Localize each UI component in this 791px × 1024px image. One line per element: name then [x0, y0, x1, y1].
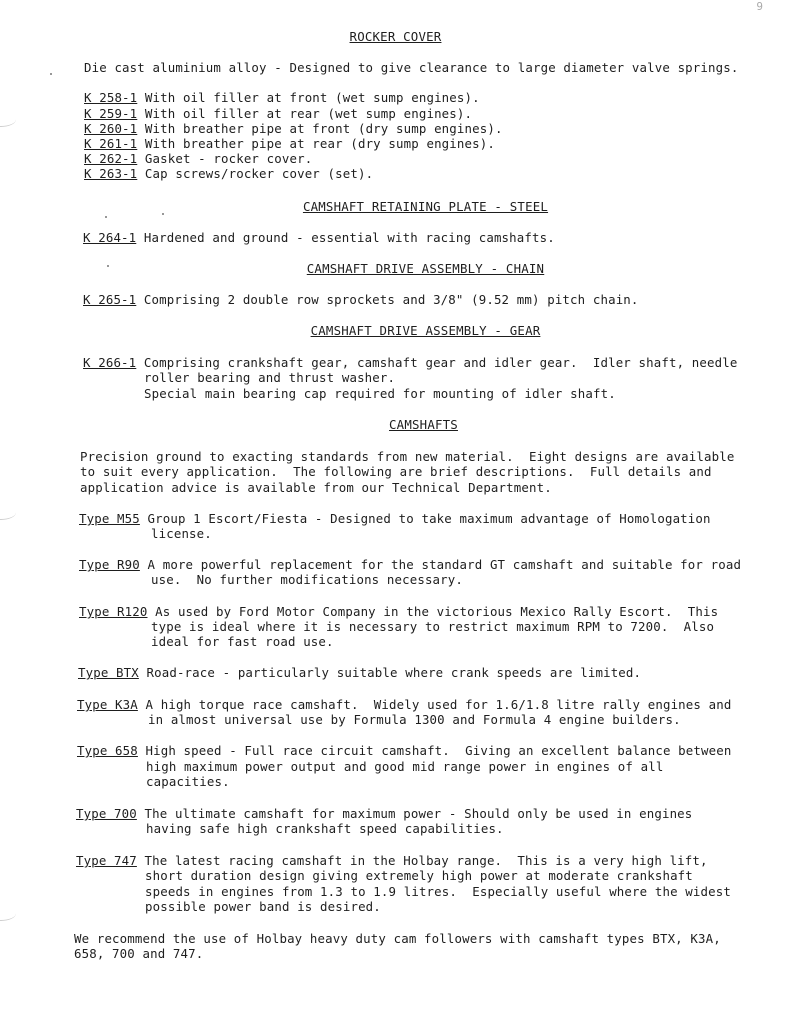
camshaft-description: A more powerful replacement for the standard GT camshaft and suitable for road — [139, 557, 742, 572]
camshaft-description-continued: high maximum power output and good mid range power in engines of all — [146, 759, 664, 774]
camshaft-type-row — [79, 557, 741, 572]
camshaft-type-code: Type R90 — [79, 557, 140, 572]
camshaft-type-row — [79, 604, 718, 619]
recommendation-note-line: 658, 700 and 747. — [74, 946, 204, 961]
part-row — [83, 292, 639, 307]
part-code: K 265-1 — [83, 292, 137, 307]
part-row — [84, 166, 373, 181]
camshaft-description-continued: speeds in engines from 1.3 to 1.9 litres. Especially useful where the widest — [145, 884, 731, 899]
camshaft-description-continued: use. No further modifications necessary. — [151, 572, 464, 587]
part-description: Comprising 2 double row sprockets and 3/8" (9.52 mm) pitch chain. — [136, 292, 639, 307]
section-heading-drive-gear: CAMSHAFT DRIVE ASSEMBLY - GEAR — [310, 323, 541, 338]
camshaft-description-continued: having safe high crankshaft speed capabilities. — [146, 821, 504, 836]
recommendation-note-line: We recommend the use of Holbay heavy duty cam followers with camshaft types BTX, K3A, — [74, 931, 721, 946]
part-description: Comprising crankshaft gear, camshaft gear and idler gear. Idler shaft, needle — [136, 355, 738, 370]
part-description: With oil filler at front (wet sump engines). — [137, 90, 480, 105]
camshaft-type-code: Type K3A — [77, 697, 138, 712]
camshaft-type-code: Type R120 — [79, 604, 148, 619]
camshaft-description-continued: capacities. — [146, 774, 230, 789]
section-heading-rocker-cover: ROCKER COVER — [349, 29, 442, 44]
part-row — [83, 355, 737, 370]
camshaft-type-code: Type 658 — [77, 743, 138, 758]
camshaft-type-row — [77, 743, 731, 758]
part-code: K 258-1 — [84, 90, 138, 105]
scan-speck — [105, 216, 107, 218]
part-code: K 266-1 — [83, 355, 137, 370]
part-code: K 260-1 — [84, 121, 138, 136]
camshaft-type-row — [78, 665, 641, 680]
part-description-continued: Special main bearing cap required for mounting of idler shaft. — [144, 386, 616, 401]
part-description-continued: roller bearing and thrust washer. — [144, 370, 396, 385]
camshaft-type-code: Type 747 — [76, 853, 137, 868]
part-code: K 259-1 — [84, 106, 138, 121]
camshaft-description-continued: short duration design giving extremely high power at moderate crankshaft — [145, 868, 693, 883]
camshaft-description-continued: possible power band is desired. — [145, 899, 381, 914]
part-description: With breather pipe at rear (dry sump engines). — [137, 136, 495, 151]
part-code: K 263-1 — [84, 166, 138, 181]
section-heading-drive-chain: CAMSHAFT DRIVE ASSEMBLY - CHAIN — [306, 261, 545, 276]
rocker-cover-intro: Die cast aluminium alloy - Designed to give clearance to large diameter valve springs. — [84, 60, 739, 75]
camshaft-description: Road-race - particularly suitable where crank speeds are limited. — [138, 665, 642, 680]
camshaft-description: The latest racing camshaft in the Holbay range. This is a very high lift, — [136, 853, 708, 868]
part-description: Gasket - rocker cover. — [137, 151, 313, 166]
part-row — [83, 230, 555, 245]
section-heading-retaining-plate: CAMSHAFT RETAINING PLATE - STEEL — [302, 199, 549, 214]
camshaft-description-continued: in almost universal use by Formula 1300 and Formula 4 engine builders. — [148, 712, 681, 727]
part-code: K 264-1 — [83, 230, 137, 245]
part-row — [84, 106, 472, 121]
camshaft-description: High speed - Full race circuit camshaft. Giving an excellent balance between — [137, 743, 732, 758]
part-row — [84, 121, 503, 136]
camshafts-intro-line: to suit every application. The following are brief descriptions. Full details and — [80, 464, 712, 479]
corner-page-mark: 9 — [756, 0, 763, 13]
punch-hole-mark — [0, 112, 16, 127]
part-row — [84, 136, 495, 151]
camshaft-description-continued: license. — [151, 526, 212, 541]
camshaft-type-row — [79, 511, 711, 526]
camshafts-intro-line: Precision ground to exacting standards from new material. Eight designs are available — [80, 449, 735, 464]
camshaft-description-continued: ideal for fast road use. — [151, 634, 334, 649]
camshaft-description-continued: type is ideal where it is necessary to restrict maximum RPM to 7200. Also — [151, 619, 715, 634]
camshaft-description: A high torque race camshaft. Widely used for 1.6/1.8 litre rally engines and — [137, 697, 732, 712]
part-description: With oil filler at rear (wet sump engines). — [137, 106, 473, 121]
part-row — [84, 90, 480, 105]
scan-speck — [50, 73, 52, 75]
camshaft-type-code: Type M55 — [79, 511, 140, 526]
camshafts-intro-line: application advice is available from our Technical Department. — [80, 480, 552, 495]
camshaft-type-row — [77, 697, 731, 712]
punch-hole-mark — [0, 906, 16, 921]
camshaft-type-code: Type 700 — [76, 806, 137, 821]
part-code: K 262-1 — [84, 151, 138, 166]
part-description: With breather pipe at front (dry sump engines). — [137, 121, 503, 136]
camshaft-description: Group 1 Escort/Fiesta - Designed to take maximum advantage of Homologation — [139, 511, 711, 526]
part-description: Hardened and ground - essential with racing camshafts. — [136, 230, 555, 245]
camshaft-description: As used by Ford Motor Company in the victorious Mexico Rally Escort. This — [147, 604, 719, 619]
section-heading-camshafts: CAMSHAFTS — [389, 417, 458, 432]
part-code: K 261-1 — [84, 136, 138, 151]
part-description: Cap screws/rocker cover (set). — [137, 166, 374, 181]
camshaft-type-code: Type BTX — [78, 665, 139, 680]
camshaft-type-row — [76, 853, 708, 868]
punch-hole-mark — [0, 505, 16, 520]
camshaft-description: The ultimate camshaft for maximum power - Should only be used in engines — [136, 806, 693, 821]
camshaft-type-row — [76, 806, 692, 821]
part-row — [84, 151, 312, 166]
